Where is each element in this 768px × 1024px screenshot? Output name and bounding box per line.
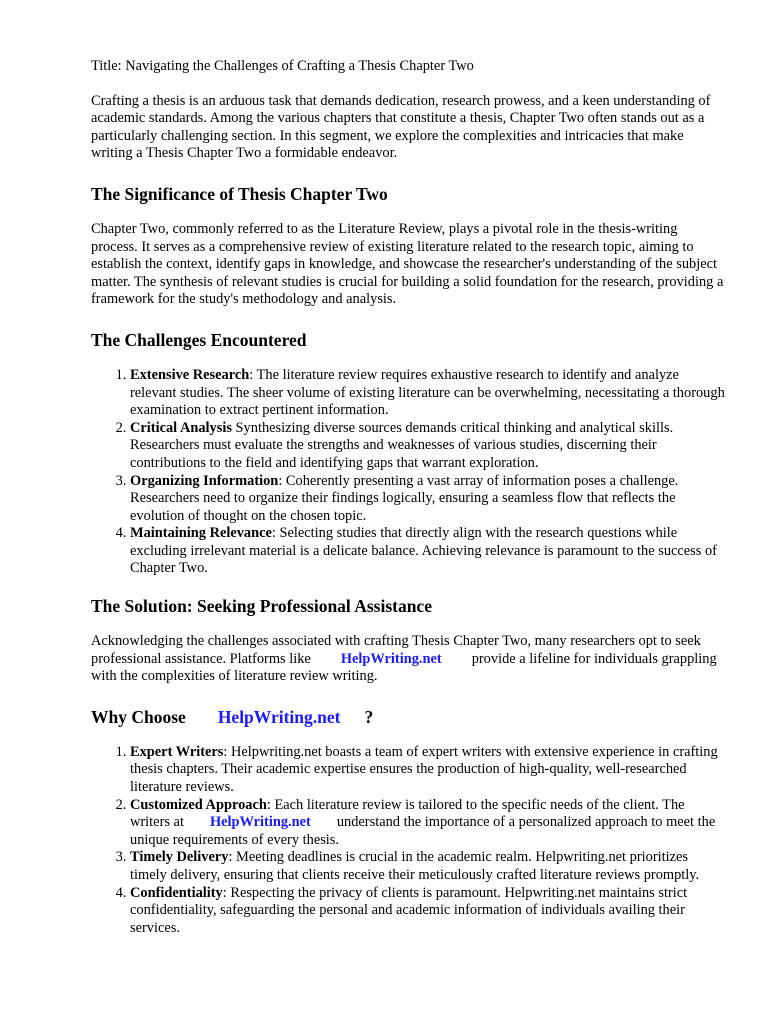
document-page [91,58,727,954]
list-item-text: Selecting studies that directly align with the research questions while excluding irrelevant material is a delicate balance. Achieving relevance is paramount to the success of Chapter Two. [130,525,717,577]
significance-heading: The Significance of Thesis Chapter Two [91,183,388,204]
list-item [130,849,727,884]
helpwriting-inline-link[interactable]: HelpWriting.net [209,814,311,831]
list-item [130,744,727,797]
significance-paragraph: Chapter Two, commonly referred to as the Literature Review, plays a pivotal role in the thesis-writing process. It serves as a comprehensive review of existing literature related to the research topic, aiming to establish the context, identify gaps in knowledge, and showcase the researcher's understanding of the subject matter. The synthesis of relevant studies is crucial for building a solid foundation for the research, providing a framework for the study's methodology and analysis. [91,220,724,308]
why-choose-heading: Why Choose HelpWriting.net ? [91,706,374,727]
list-item: 1. Extensive Research: The literature review requires exhaustive research to identify and analyze relevant studies. The sheer volume of existing literature can be overwhelming, necessitating a thorough examination to extract pertinent information. [130,367,727,420]
list-item-term: Customized Approach [130,796,267,813]
list-item-text: : Helpwriting.net boasts a team of expert writers with extensive experience in crafting thesis chapters. Their academic expertise ensures the production of high-quality, well-researched literature reviews. [130,743,718,796]
list-item: 3. Organizing Information: Coherently presenting a vast array of information poses a challenge. Researchers need to organize their findings logically, ensuring a seamless flow that reflects the evolution of thought on the chosen topic. [130,473,727,526]
list-item-term: Organizing Information [130,472,279,489]
list-item-term: Expert Writers [130,743,224,760]
why-choose-list [91,744,727,938]
list-item-term: Timely Delivery [130,849,229,866]
list-item: 4. Maintaining Relevance: Selecting studies that directly align with the research questions while excluding irrelevant material is a delicate balance. Achieving relevance is paramount to the success of Chapter Two. [130,525,727,578]
list-item: 2. Customized Approach: Each literature review is tailored to the specific needs of the client. The writers at HelpWriting.net understand the importance of a personalized approach to meet the unique requirements of every thesis. [130,797,727,850]
list-item-text: : Respecting the privacy of clients is paramount. Helpwriting.net maintains strict confidentiality, safeguarding the personal and academic information of individuals availing their services. [130,884,688,936]
document-title: Title: Navigating the Challenges of Crafting a Thesis Chapter Two [91,58,474,74]
challenges-list [91,367,727,578]
solution-paragraph: Acknowledging the challenges associated with crafting Thesis Chapter Two, many researchers opt to seek professional assistance. Platforms like HelpWriting.net provide a lifeline for individuals grappling with the complexities of literature review writing. [91,633,717,685]
list-item-text: Synthesizing diverse sources demands critical thinking and analytical skills. Researchers must evaluate the strengths and weaknesses of various studies, discerning their contributions to the field and identifying gaps that warrant exploration. [130,419,674,471]
list-item-term: Confidentiality [130,884,223,901]
list-item-term: Critical Analysis [130,419,232,436]
list-item [130,420,727,473]
helpwriting-heading-link[interactable]: HelpWriting.net [217,706,341,727]
solution-heading: The Solution: Seeking Professional Assistance [91,596,432,617]
list-item-text: : Each literature review is tailored to the specific needs of the client. The writers at [130,796,685,831]
list-item-term: Maintaining Relevance [130,525,272,542]
list-item-text: Coherently presenting a vast array of information poses a challenge. Researchers need to organize their findings logically, ensuring a seamless flow that reflects the evolution of thought on the chosen topic. [130,472,679,524]
list-item-term: Extensive Research [130,366,250,383]
list-item-text: The literature review requires exhaustive research to identify and analyze relevant studies. The sheer volume of existing literature can be overwhelming, necessitating a thorough examination to extract pertinent information. [130,366,725,419]
challenges-heading: The Challenges Encountered [91,329,307,350]
intro-paragraph: Crafting a thesis is an arduous task that demands dedication, research prowess, and a keen understanding of academic standards. Among the various chapters that constitute a thesis, Chapter Two often stands out as a particularly challenging section. In this segment, we explore the complexities and intricacies that make writing a Thesis Chapter Two a formidable endeavor. [91,92,711,162]
list-item [130,885,727,938]
helpwriting-link[interactable]: HelpWriting.net [340,650,442,667]
list-item-text: : Meeting deadlines is crucial in the academic realm. Helpwriting.net prioritizes timely delivery, ensuring that clients receive their meticulously crafted literature reviews promptly. [130,849,700,883]
